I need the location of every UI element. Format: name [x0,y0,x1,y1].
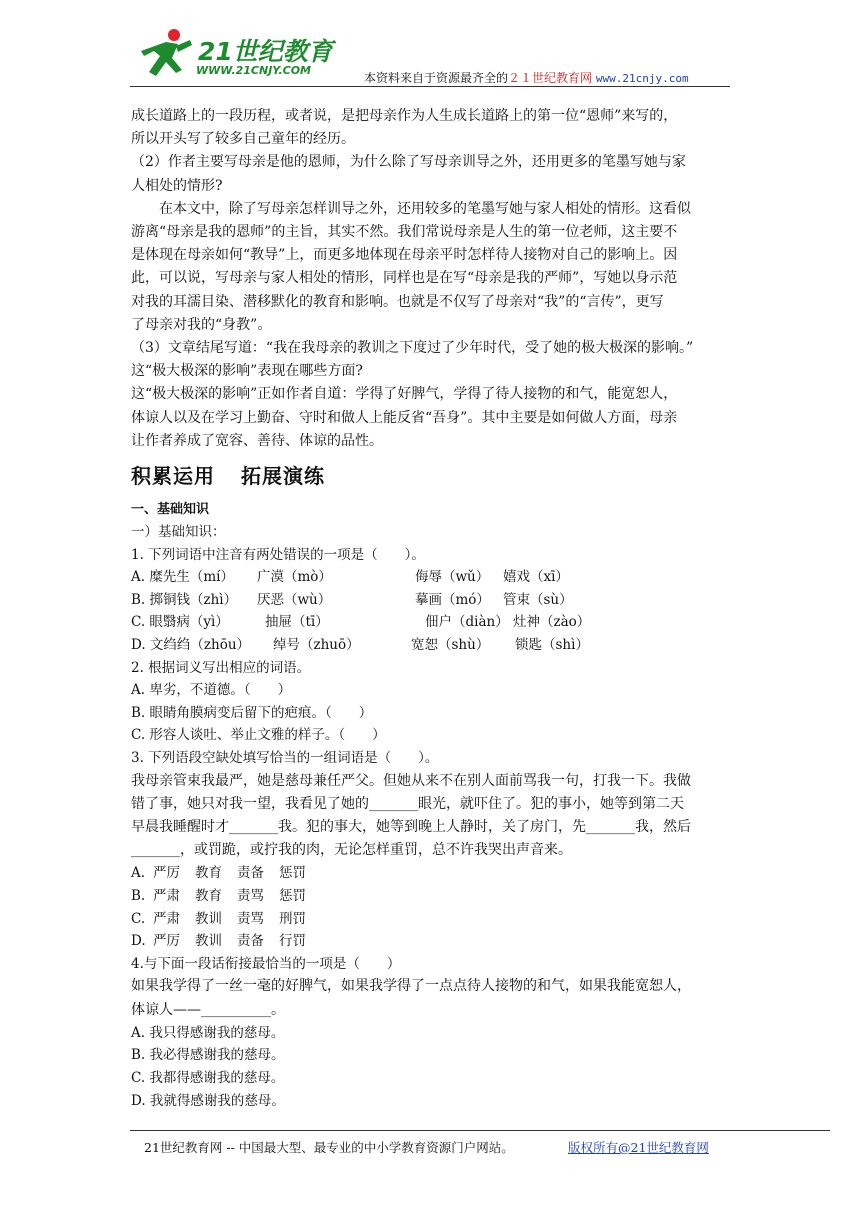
option-word: 责骂 [237,887,264,904]
question-1-option [131,589,735,612]
option-word: 教训 [195,910,222,927]
option-word: 行罚 [279,933,306,950]
question-3-passage: 错了事，她只对我一望，我看见了她的_______眼光，就吓住了。犯的事小，她等到第二天 [131,795,684,812]
question-4-stem: 4.与下面一段话衔接最恰当的一项是（ ） [131,955,401,972]
question-1-option [131,634,735,657]
option-word: 灶神（zào） [513,614,591,631]
question-heading: 这“极大极深的影响”表现在哪些方面? [131,363,363,380]
question-2-stem: 2. 根据词义写出相应的词语。 [131,659,311,676]
option-word: 摹画（mó） [415,591,490,608]
option-word: 广漠（mò） [257,569,332,586]
question-3-passage: _______，或罚跪，或拧我的肉，无论怎样重罚，总不许我哭出声音来。 [131,842,572,859]
question-2-item: A. 卑劣，不道德。（ ） [131,682,292,699]
question-4-passage: 如果我学得了一丝一毫的好脾气，如果我学得了一点点待人接物的和气，如果我能宽恕人， [131,978,691,995]
running-figure-icon [132,26,202,84]
question-2-item: B. 眼睛角膜病变后留下的疤痕。（ ） [131,704,373,721]
question-3-option [131,862,735,885]
footer-copyright-link[interactable]: 版权所有@21世纪教育网 [568,1140,709,1155]
logo-url-text: WWW.21CNJY.COM [196,64,311,77]
text-line: 成长道路上的一段历程，或者说，是把母亲作为人生成长道路上的第一位“恩师”来写的， [131,108,678,124]
question-heading: （2）作者主要写母亲是他的恩师，为什么除了写母亲训导之外，还用更多的笔墨写她与家 [131,154,686,171]
answer-line: 了母亲对我的“身教”。 [131,316,272,333]
question-3-passage: 我母亲管束我最严，她是慈母兼任严父。但她从来不在别人面前骂我一句，打我一下。我做 [131,772,691,789]
option-word: A. 糜先生（mí） [131,569,234,586]
answer-line: 是体现在母亲如何“教导”上，而更多地体现在母亲平时怎样待人接物对自己的影响上。因 [131,247,678,264]
option-letter: B. [131,887,146,904]
option-word: 侮辱（wǔ） [415,569,490,586]
option-word: 佃户（diàn） [425,614,509,631]
answer-line: 对我的耳濡目染、潜移默化的教育和影响。也就是不仅写了母亲对“我”的“言传”，更写 [131,293,664,310]
option-letter: A. [131,865,146,882]
option-word: 抽屉（tī） [265,614,329,631]
option-word: 教育 [195,865,222,882]
footer-divider [130,1130,830,1131]
answer-line: 在本文中，除了写母亲怎样训导之外，还用较多的笔墨写她与家人相处的情形。这看似 [159,200,691,217]
option-word: 严厉 [153,933,180,950]
option-word: 管束（sù） [503,591,573,608]
answer-line: 此，可以说，写母亲与家人相处的情形，同样也是在写“母亲是我的严师”，写她以身示范 [131,270,678,287]
question-3-option [131,930,735,953]
answer-line: 这“极大极深的影响”正如作者自道：学得了好脾气，学得了待人接物的和气，能宽恕人， [131,386,678,403]
site-logo[interactable] [132,26,342,86]
question-3-passage: 早晨我睡醒时才_______我。犯的事大，她等到晚上人静时，关了房门，先_______我，然后 [131,818,691,835]
option-word: 责备 [237,865,264,882]
option-word: 惩罚 [279,865,306,882]
header-note-prefix: 本资料来自于资源最齐全的 [364,71,509,85]
option-word: 刑罚 [279,910,306,927]
answer-line: 游离“母亲是我的恩师”的主旨，其实不然。我们常说母亲是人生的第一位老师，这主要不 [131,224,678,241]
logo-brand-text: 21世纪教育 [198,37,333,66]
option-letter: D. [131,933,146,950]
option-word: 教训 [195,933,222,950]
option-word: B. 掷铜钱（zhì） [131,591,238,608]
option-word: 嬉戏（xī） [503,569,569,586]
header-source-note [364,69,689,86]
option-word: 锁匙（shì） [515,637,589,654]
option-word: 厌恶（wù） [257,591,332,608]
question-2-item: C. 形容人谈吐、举止文雅的样子。（ ） [131,727,386,744]
subsection-title: 一、基础知识 [131,502,210,518]
header-url-link[interactable]: www.21cnjy.com [595,72,689,85]
text-line: 所以开头写了较多自己童年的经历。 [131,131,355,148]
page-footer [144,1138,709,1156]
header-divider [130,86,730,87]
answer-line: 让作者养成了宽容、善待、体谅的品性。 [131,432,383,449]
question-4-option: D. 我就得感谢我的慈母。 [131,1092,285,1109]
main-content [131,105,735,1112]
question-heading: 人相处的情形? [131,177,223,194]
option-word: C. 眼翳病（yì） [131,614,229,631]
option-word: 惩罚 [279,887,306,904]
question-4-passage: 体谅人——__________。 [131,1001,285,1018]
question-4-option: B. 我必得感谢我的慈母。 [131,1047,285,1064]
header-site-link[interactable]: ２１世纪教育网 [508,71,593,85]
option-word: 绰号（zhuō） [273,637,360,654]
option-word: 责骂 [237,910,264,927]
question-1-option [131,566,735,589]
question-4-option: A. 我只得感谢我的慈母。 [131,1024,285,1041]
option-word: 严肃 [153,887,180,904]
option-word: 严肃 [153,910,180,927]
question-3-option [131,885,735,908]
option-word: 严厉 [153,865,180,882]
question-3-stem: 3. 下列语段空缺处填写恰当的一组词语是（ ）。 [131,749,439,766]
option-word: D. 文绉绉（zhōu） [131,637,251,654]
section-title [131,460,735,489]
question-1-stem: 1. 下列词语中注音有两处错误的一项是（ ）。 [131,546,425,563]
option-word: 教育 [195,887,222,904]
section-title-part-b: 拓展演练 [241,464,325,489]
option-word: 责备 [237,933,264,950]
question-1-option [131,611,735,634]
option-letter: C. [131,910,146,927]
basic-knowledge-label: 一）基础知识： [131,524,226,541]
question-4-option: C. 我都得感谢我的慈母。 [131,1069,285,1086]
question-3-option [131,908,735,931]
footer-site-description: 21世纪教育网 -- 中国最大型、最专业的中小学教育资源门户网站。 [144,1140,514,1155]
option-word: 宽恕（shù） [411,637,490,654]
section-title-part-a: 积累运用 [131,464,215,489]
answer-line: 体谅人以及在学习上勤奋、守时和做人上能反省“吾身”。其中主要是如何做人方面，母亲 [131,409,678,426]
question-heading: （3）文章结尾写道：“我在我母亲的教训之下度过了少年时代，受了她的极大极深的影响。” [131,340,694,357]
